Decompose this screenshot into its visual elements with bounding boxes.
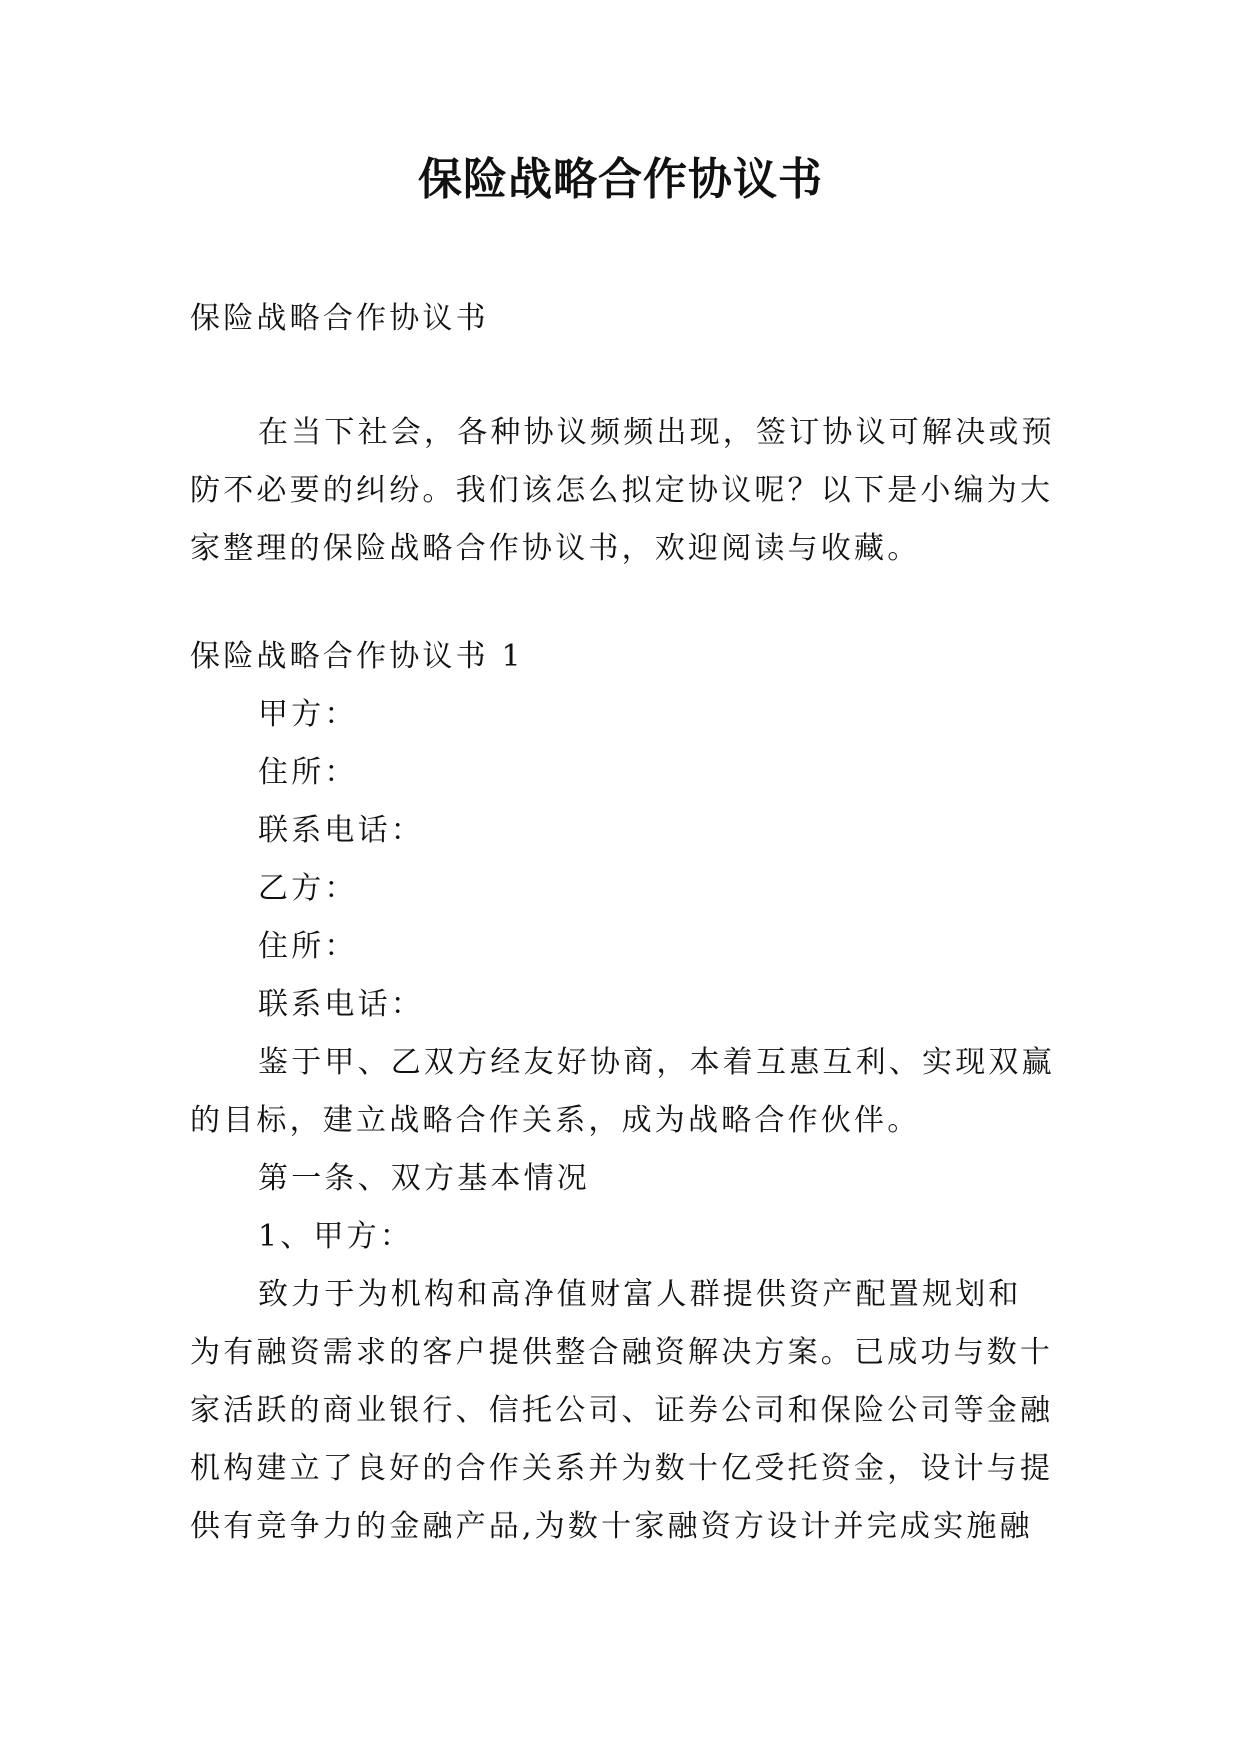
party-a-phone: 联系电话：: [258, 813, 424, 848]
party-b-address: 住所：: [258, 929, 358, 964]
preamble-line: 的目标，建立战略合作关系，成为战略合作伙伴。: [190, 1103, 921, 1138]
party-a-description-line: 机构建立了良好的合作关系并为数十亿受托资金，设计与提: [190, 1451, 1054, 1486]
party-a-label: 甲方：: [258, 697, 358, 732]
article-1-item-1: 1、甲方：: [258, 1219, 414, 1254]
intro-line: 家整理的保险战略合作协议书，欢迎阅读与收藏。: [190, 531, 921, 566]
party-b-phone: 联系电话：: [258, 987, 424, 1022]
document-title: 保险战略合作协议书: [418, 154, 823, 205]
party-b-label: 乙方：: [258, 871, 358, 906]
party-a-description-line: 家活跃的商业银行、信托公司、证券公司和保险公司等金融: [190, 1393, 1054, 1428]
party-a-description-line: 致力于为机构和高净值财富人群提供资产配置规划和: [258, 1277, 1022, 1312]
party-a-description-line: 供有竞争力的金融产品,为数十家融资方设计并完成实施融: [190, 1509, 1033, 1544]
intro-line: 在当下社会，各种协议频频出现，签订协议可解决或预: [258, 415, 1055, 450]
party-a-address: 住所：: [258, 755, 358, 790]
document-body: [190, 290, 1055, 1556]
party-a-description-line: 为有融资需求的客户提供整合融资解决方案。已成功与数十: [190, 1335, 1054, 1370]
article-1-heading: 第一条、双方基本情况: [258, 1161, 590, 1196]
intro-line: 防不必要的纠纷。我们该怎么拟定协议呢？以下是小编为大: [190, 473, 1054, 508]
section-heading: 保险战略合作协议书 1: [190, 639, 524, 674]
document-subtitle: 保险战略合作协议书: [190, 301, 489, 336]
spacer: [190, 348, 1052, 404]
spacer: [190, 578, 1052, 628]
preamble-line: 鉴于甲、乙双方经友好协商，本着互惠互利、实现双赢: [258, 1045, 1055, 1080]
